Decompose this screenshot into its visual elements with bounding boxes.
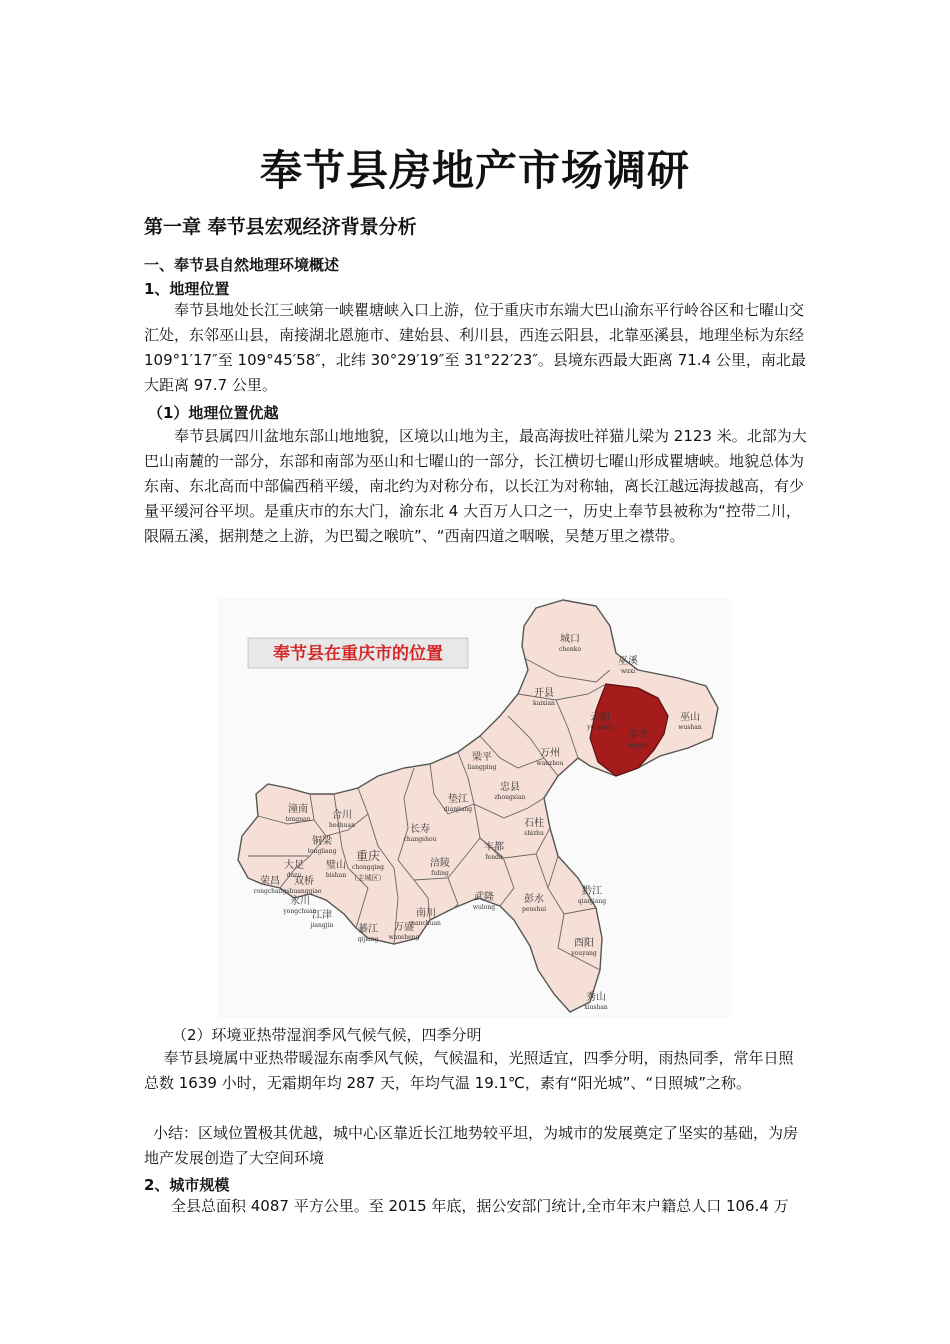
paragraph-location: 奉节县地处长江三峡第一峡瞿塘峡入口上游，位于重庆市东端大巴山渝东平行岭谷区和七曜山交汇处，东邻巫山县，南接湖北恩施市、建始县、利川县，西连云阳县，北靠巫溪县，地理坐标为东经 109°1′17″至 109°45′58″，北纬 30°29′19″至 31°22′23″。县境东西最大距离 71.4 公里，南北最大距离 97.7 公里。 <box>144 301 806 394</box>
map-label-bishan: 璧山 <box>326 860 346 871</box>
map-label-pinyin-bishan: bishan <box>325 872 347 879</box>
map-label-wansheng: 万盛 <box>394 922 414 933</box>
subsection-heading-climate: （2）环境亚热带湿润季风气候气候，四季分明 <box>172 1026 482 1044</box>
map-label-wuxi: 巫溪 <box>618 656 638 667</box>
map-label-pinyin-jiangjin: jiangjin <box>310 922 334 929</box>
map-label-fengjie: 奉节 <box>628 730 648 741</box>
map-label-yongchuan: 永川 <box>290 896 310 907</box>
map-label-shizhu: 石柱 <box>524 818 544 829</box>
map-label-pinyin-chenko: chenko <box>559 646 581 653</box>
map-caption: 奉节县在重庆市的位置 <box>273 644 443 664</box>
map-label-liangping: 梁平 <box>472 752 492 763</box>
map-label-pinyin-wuxi: wuxi <box>620 668 636 675</box>
map-label-dazu: 大足 <box>284 860 304 871</box>
map-label-pinyin-dazu: dazu <box>286 872 302 879</box>
map-label-xiushan: 秀山 <box>586 992 606 1003</box>
map-label-penshui: 彭水 <box>524 894 544 905</box>
map-figure <box>218 598 732 1018</box>
map-label-zhongxian: 忠县 <box>500 782 520 793</box>
map-label-qianjiang: 黔江 <box>582 886 602 897</box>
chapter-heading: 第一章 奉节县宏观经济背景分析 <box>144 216 417 238</box>
map-label-pinyin-penshui: penshui <box>522 906 546 913</box>
map-label-pinyin-tongnan: tongnan <box>285 816 311 823</box>
map-label-hechuan: 合川 <box>332 810 352 821</box>
map-label-pinyin-fendu: fendu <box>485 854 503 861</box>
section-heading: 一、奉节县自然地理环境概述 <box>144 256 340 274</box>
map-label-dianjiang: 垫江 <box>448 794 468 805</box>
map-label-wulong: 武隆 <box>474 892 494 903</box>
map-label-pinyin-chongqing: chongqing <box>351 864 385 871</box>
map-label-kaixian: 开县 <box>534 688 554 699</box>
map-label-pinyin-tongliang: tongliang <box>307 848 337 855</box>
map-label-yunyang: 云阳 <box>590 712 610 723</box>
map-label-pinyin-qijiang: qijiang <box>357 936 379 943</box>
map-label-pinyin-qianjiang: qianjiang <box>577 898 607 905</box>
map-label-pinyin-youyang: youyang <box>571 950 597 957</box>
map-label-pinyin-wanzhou: wanzhou <box>536 760 564 767</box>
map-label-rongchang: 荣昌 <box>260 876 280 887</box>
map-label-pinyin-shuangqiao: shuangqiao <box>286 888 322 895</box>
map-label-pinyin-xiushan: xiushan <box>584 1004 608 1011</box>
map-label-tongliang: 铜梁 <box>312 836 332 847</box>
map-label-chenko: 城口 <box>560 634 580 645</box>
map-label-pinyin-wushan: wushan <box>678 724 702 731</box>
map-label-pinyin-liangping: liangping <box>467 764 497 771</box>
map-label-youyang: 酉阳 <box>574 938 594 949</box>
map-label-pinyin-dianjiang: dianjiang <box>443 806 473 813</box>
map-label-pinyin-wulong: wulong <box>472 904 496 911</box>
map-label-jiangjin: 江津 <box>312 910 332 921</box>
map-label-pinyin-yongchuan: yongchuan <box>283 908 317 915</box>
page-title: 奉节县房地产市场调研 <box>259 146 690 195</box>
map-label-pinyin-wansheng: wansheng <box>388 934 420 941</box>
map-label-wanzhou: 万州 <box>540 748 560 759</box>
map-label-pinyin-changshou: changshou <box>403 836 437 843</box>
subsection-heading-scale: 2、城市规模 <box>144 1176 230 1194</box>
subsection-heading-advantage: （1）地理位置优越 <box>148 404 279 422</box>
map-label-nanchuan: 南川 <box>416 908 436 919</box>
chongqing-map <box>218 598 732 1018</box>
paragraph-summary: 小结：区域位置极其优越，城中心区靠近长江地势较平坦，为城市的发展奠定了坚实的基础，为房地产发展创造了大空间环境 <box>144 1124 799 1167</box>
map-label-qijiang: 綦江 <box>358 924 378 935</box>
map-label-wushan: 巫山 <box>680 712 700 723</box>
paragraph-scale: 全县总面积 4087 平方公里。至 2015 年底，据公安部门统计,全市年末户籍总人口 106.4 万 <box>171 1197 789 1215</box>
map-label-pinyin-kaixian: kaixian <box>533 700 555 707</box>
map-label-pinyin-hechuan: hechuan <box>329 822 355 829</box>
map-label-pinyin-yunyang: yunyang <box>587 724 613 731</box>
map-label-shuangqiao: 双桥 <box>294 876 314 887</box>
map-label-pinyin-fuling: fuling <box>431 870 449 877</box>
map-label-fendu: 丰都 <box>484 842 504 853</box>
subsection-heading: 1、地理位置 <box>144 280 230 298</box>
map-label-pinyin-shizhu: shizhu <box>524 830 544 837</box>
map-label-tongnan: 潼南 <box>288 804 308 815</box>
map-label-pinyin-zhongxian: zhongxian <box>494 794 526 801</box>
map-label-fuling: 涪陵 <box>430 858 450 869</box>
map-label-pinyin-nanchuan: nanchuan <box>411 920 441 927</box>
map-label-pinyin-rongchang: rongchang <box>253 888 287 895</box>
map-label-chongqing: 重庆 <box>355 849 381 863</box>
map-label-changshou: 长寿 <box>410 824 430 835</box>
paragraph-terrain: 奉节县属四川盆地东部山地地貌，区境以山地为主，最高海拔吐祥猫儿梁为 2123 米。北部为大巴山南麓的一部分，东部和南部为巫山和七曜山的一部分，长江横切七曜山形成瞿塘峡。地貌总体为东南、东北高而中部偏西稍平缓，南北约为对称分布，以长江为对称轴，离长江越远海拔越高，有少量平缓河谷平坝。是重庆市的东大门，渝东北 4 大百万人口之一，历史上奉节县被称为“控带二川，限隔五溪，据荆楚之上游，为巴蜀之喉吭”、“西南四道之咽喉，吴楚万里之襟带。 <box>144 427 807 545</box>
map-label-pinyin-fengjie: fengjie <box>627 742 649 749</box>
paragraph-climate: 奉节县境属中亚热带暖湿东南季风气候，气候温和，光照适宜，四季分明，雨热同季，常年日照总数 1639 小时，无霜期年均 287 天，年均气温 19.1℃，素有“阳光城”、“日照城”之称。 <box>144 1049 794 1092</box>
map-label-zhuchengqu: （主城区） <box>350 874 386 882</box>
